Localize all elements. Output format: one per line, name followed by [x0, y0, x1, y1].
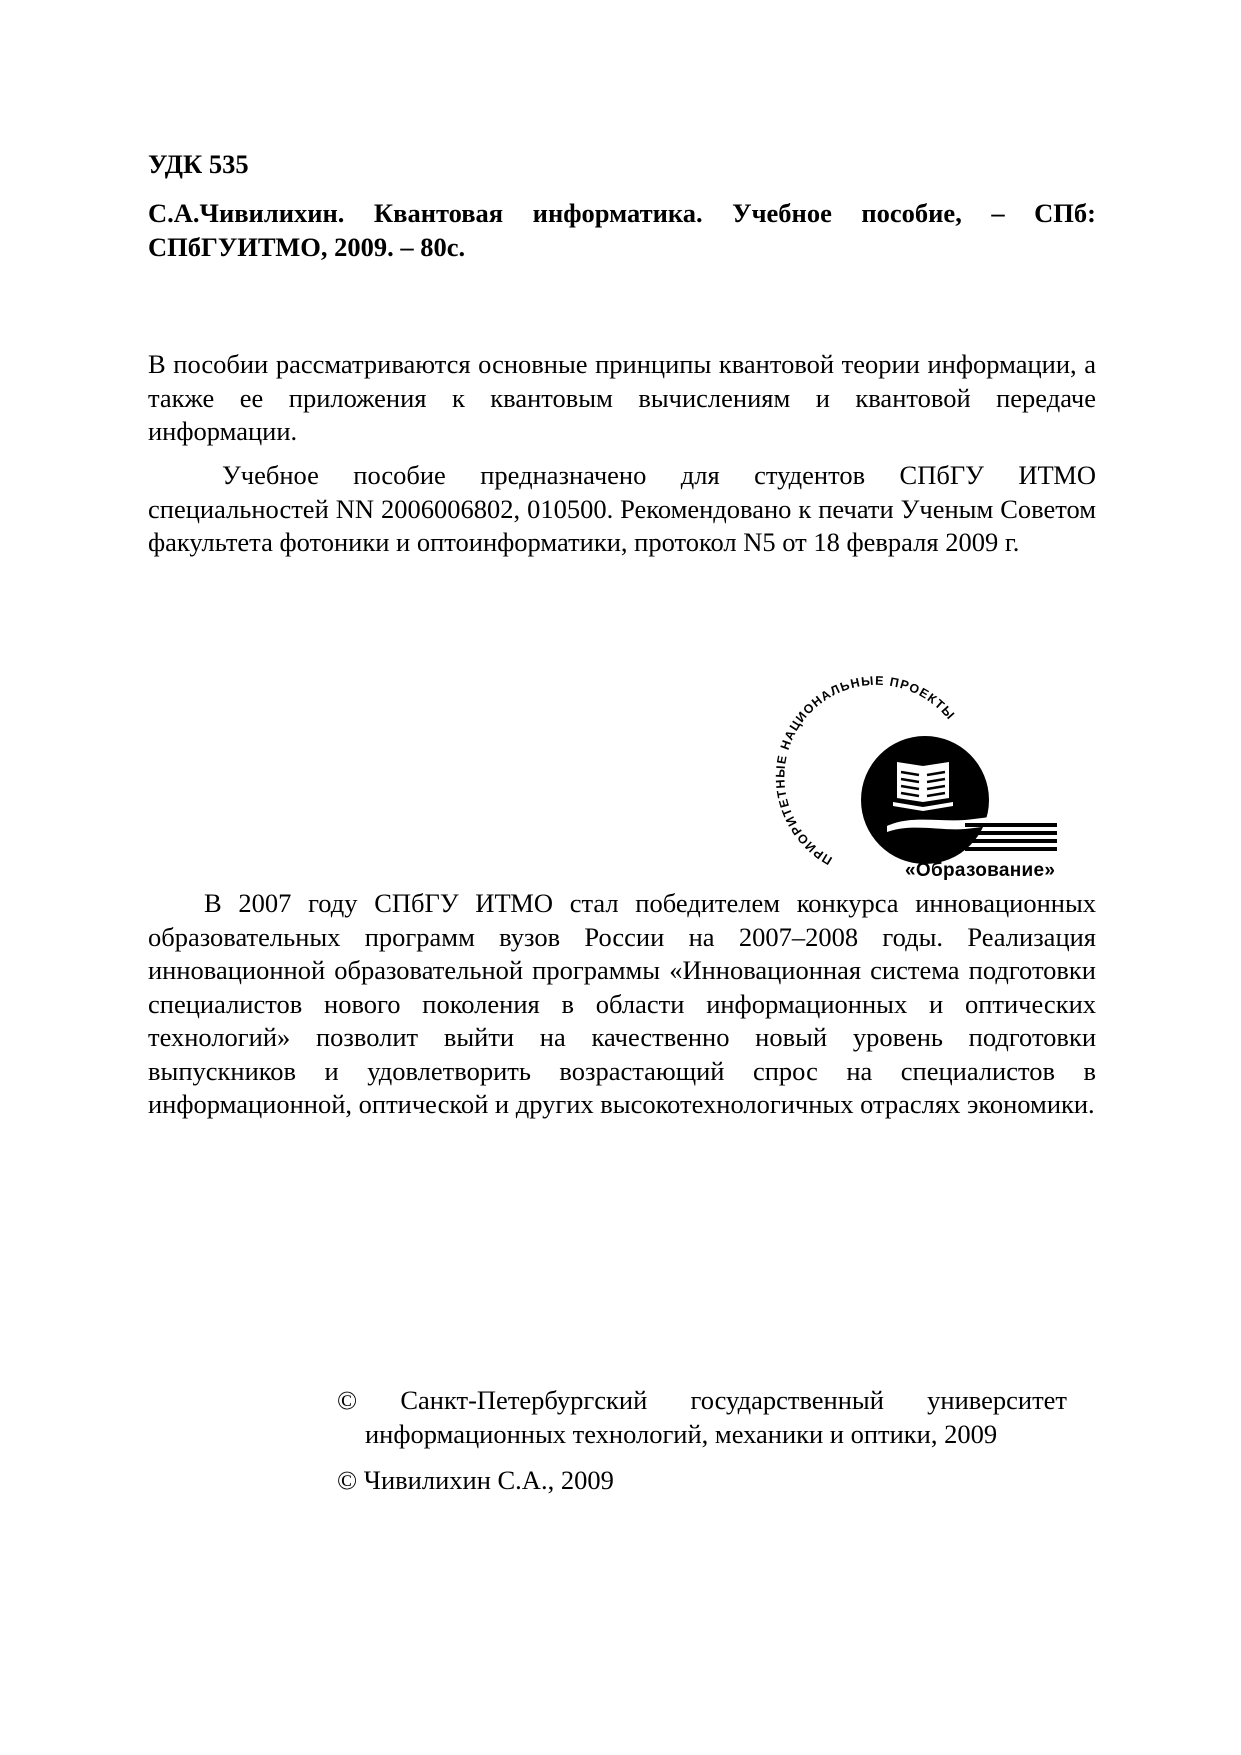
copyright-author: © Чивилихин С.А., 2009	[337, 1465, 614, 1495]
udk-code: УДК 535	[148, 149, 249, 179]
emblem-arc-text: ПРИОРИТЕТНЫЕ НАЦИОНАЛЬНЫЕ ПРОЕКТЫ	[773, 673, 958, 868]
award-paragraph: В 2007 году СПбГУ ИТМО стал победителем конкурса инновационных образовательных программ вузов России на 2007–2008 годы. Реализация инновационной образовательной программы «Инновационная система подготовки специалистов нового поколения в области информационных и оптических технологий» позволит выйти на качественно новый уровень подготовки выпускников и удовлетворить возрастающий спрос на специалистов в информационной, оптической и других высокотехнологичных отраслях экономики.	[148, 888, 1096, 1119]
copyright-university-line1: © Санкт-Петербургский государственный университет	[337, 1385, 1067, 1415]
bibliographic-citation: С.А.Чивилихин. Квантовая информатика. Учебное пособие, – СПб: СПбГУИТМО, 2009. – 80с.	[148, 198, 1096, 262]
emblem-graphic	[773, 673, 1085, 885]
purpose-paragraph: Учебное пособие предназначено для студентов СПбГУ ИТМО специальностей NN 2006006802, 010500. Рекомендовано к печати Ученым Советом факультета фотоники и оптоинформатики, протокол N5 от 18 февраля 2009 г.	[148, 460, 1096, 557]
abstract-paragraph: В пособии рассматриваются основные принципы квантовой теории информации, а также ее приложения к квантовым вычислениям и квантовой передаче информации.	[148, 349, 1096, 446]
copyright-university-line2: информационных технологий, механики и оптики, 2009	[365, 1419, 998, 1449]
education-project-emblem	[773, 673, 1085, 885]
emblem-title: «Образование»	[905, 860, 1056, 881]
copyright-university	[337, 1383, 1067, 1451]
